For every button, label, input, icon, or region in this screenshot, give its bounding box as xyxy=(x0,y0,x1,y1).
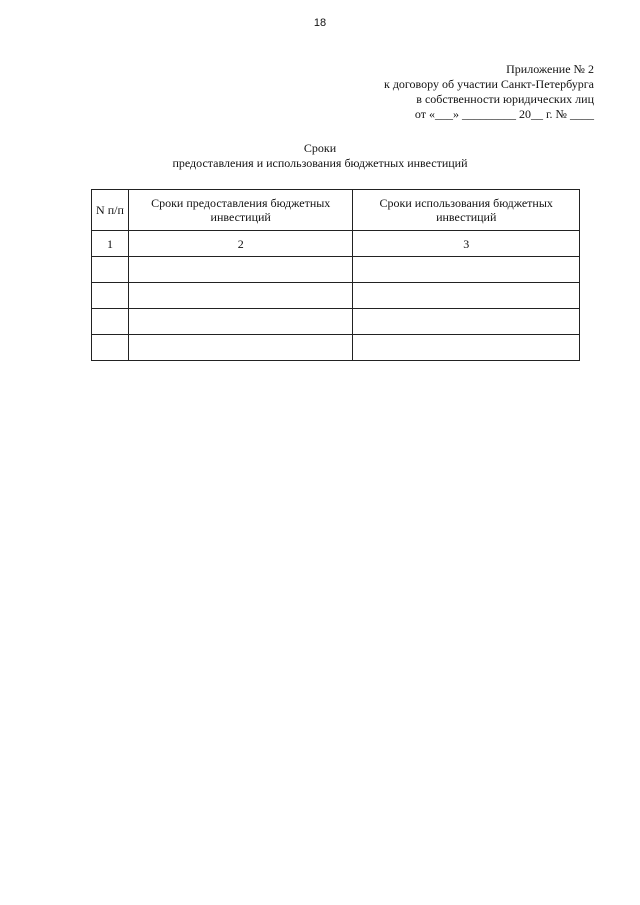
table-cell xyxy=(353,283,580,309)
table-cell xyxy=(92,257,129,283)
table-cell xyxy=(128,335,353,361)
table-row xyxy=(92,283,580,309)
table-cell xyxy=(92,335,129,361)
header-usage-terms: Сроки использования бюджетных инвестиций xyxy=(353,190,580,231)
table-cell xyxy=(128,257,353,283)
appendix-subject: в собственности юридических лиц xyxy=(416,92,594,106)
table-cell xyxy=(128,283,353,309)
header-row-number: N п/п xyxy=(92,190,129,231)
appendix-title: Приложение № 2 xyxy=(506,62,594,76)
document-title-main: Сроки xyxy=(303,141,337,155)
table-cell xyxy=(92,283,129,309)
column-number-row xyxy=(92,231,580,257)
table-cell xyxy=(353,335,580,361)
appendix-header xyxy=(274,62,594,122)
table-cell xyxy=(353,309,580,335)
table-cell xyxy=(353,257,580,283)
document-title-sub: предоставления и использования бюджетных инвестиций xyxy=(172,156,468,170)
column-number-2: 2 xyxy=(128,231,353,257)
table-cell xyxy=(92,309,129,335)
column-number-1: 1 xyxy=(92,231,129,257)
document-title xyxy=(0,141,640,171)
table-row xyxy=(92,257,580,283)
table-row xyxy=(92,335,580,361)
column-number-3: 3 xyxy=(353,231,580,257)
investment-terms-table xyxy=(91,189,580,361)
table-row xyxy=(92,309,580,335)
page-number: 18 xyxy=(313,17,327,29)
appendix-contract: к договору об участии Санкт-Петербурга xyxy=(384,77,594,91)
appendix-date-number: от «___» _________ 20__ г. № ____ xyxy=(414,107,594,121)
table-cell xyxy=(128,309,353,335)
table-header-row xyxy=(92,190,580,231)
header-provision-terms: Сроки предоставления бюджетных инвестиций xyxy=(128,190,353,231)
